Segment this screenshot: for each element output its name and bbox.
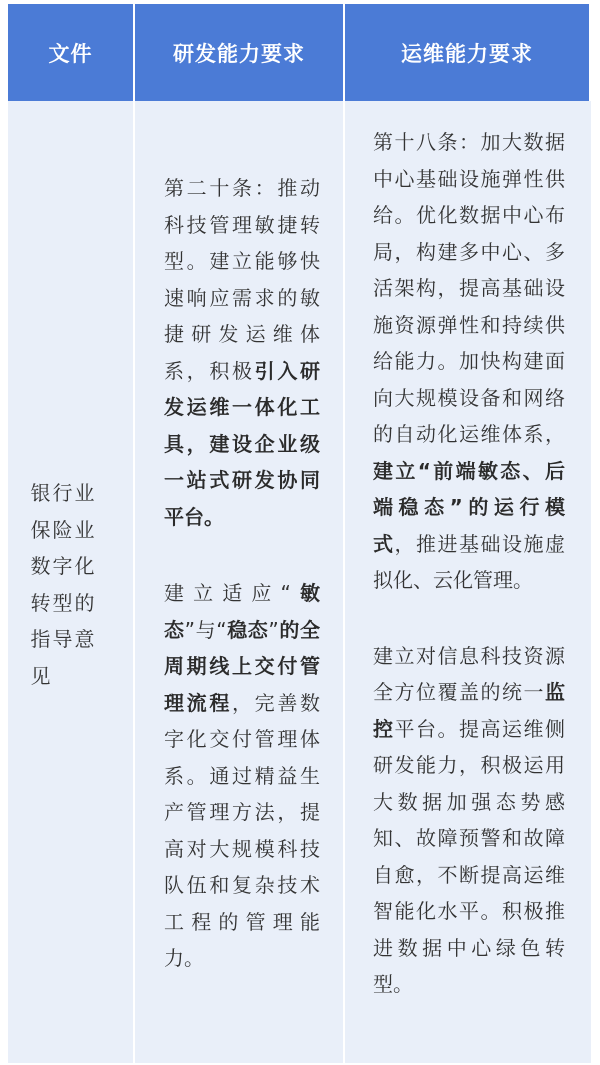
ops-p1-text-a: 第十八条：加大数据中心基础设施弹性供给。优化数据中心布局，构建多中心、多活架构，提高基础设施资源弹性和持续供给能力。加快构建面向大规模设备和网络的自动化运维体系， (373, 130, 565, 446)
header-file: 文件 (8, 4, 135, 101)
rd-p1-bold: 引入研发运维一体化工具，建设企业级一站式研发协同平台。 (164, 358, 321, 529)
ops-cell (345, 101, 591, 1063)
ops-p2-bold: 监控 (373, 680, 565, 741)
rd-paragraph-1 (164, 170, 320, 535)
rd-p1-text: 第二十条：推动科技管理敏捷转型。建立能够快速响应需求的敏捷研发运维体系，积极 (164, 176, 320, 383)
rd-p2-bold-agile: 敏态 (164, 581, 320, 642)
ops-p1-bold: 建立“前端敏态、后端稳态”的运行模式 (373, 458, 565, 556)
rd-p2-bold-stable: 稳态 (226, 617, 269, 642)
rd-p2-text-a: 建立适应“ (164, 581, 291, 605)
ops-p2-text-c: 平台。提高运维侧研发能力，积极运用大数据加强态势感知、故障预警和故障自愈，不断提高运维智能化水平。积极推进数据中心绿色转型。 (373, 716, 565, 996)
rd-p2-text-c: ”与“ (184, 617, 227, 642)
rd-p2-text-e: ” (268, 617, 279, 642)
rd-paragraph-2 (164, 575, 320, 977)
ops-p1-text-c: ，推进基础设施虚拟化、云化管理。 (373, 531, 565, 592)
rd-p2-text-g: ，完善数字化交付管理体系。通过精益生产管理方法，提高对大规模科技队伍和复杂技术工程的管理能力。 (164, 690, 320, 970)
rd-text (164, 170, 320, 977)
ops-paragraph-1 (373, 124, 565, 599)
rd-cell (135, 101, 345, 1063)
header-ops-requirements: 运维能力要求 (345, 4, 591, 101)
rd-p2-bold-process: 的全周期线上交付管理流程 (164, 617, 321, 715)
ops-paragraph-2 (373, 638, 565, 1003)
header-rd-requirements: 研发能力要求 (135, 4, 345, 101)
ops-text (373, 124, 565, 1003)
ops-p2-text-a: 建立对信息科技资源全方位覆盖的统一 (373, 643, 565, 704)
requirements-table (8, 4, 591, 1063)
document-cell (8, 101, 135, 1063)
document-name: 银行业保险业数字化转型的指导意见 (30, 481, 97, 688)
